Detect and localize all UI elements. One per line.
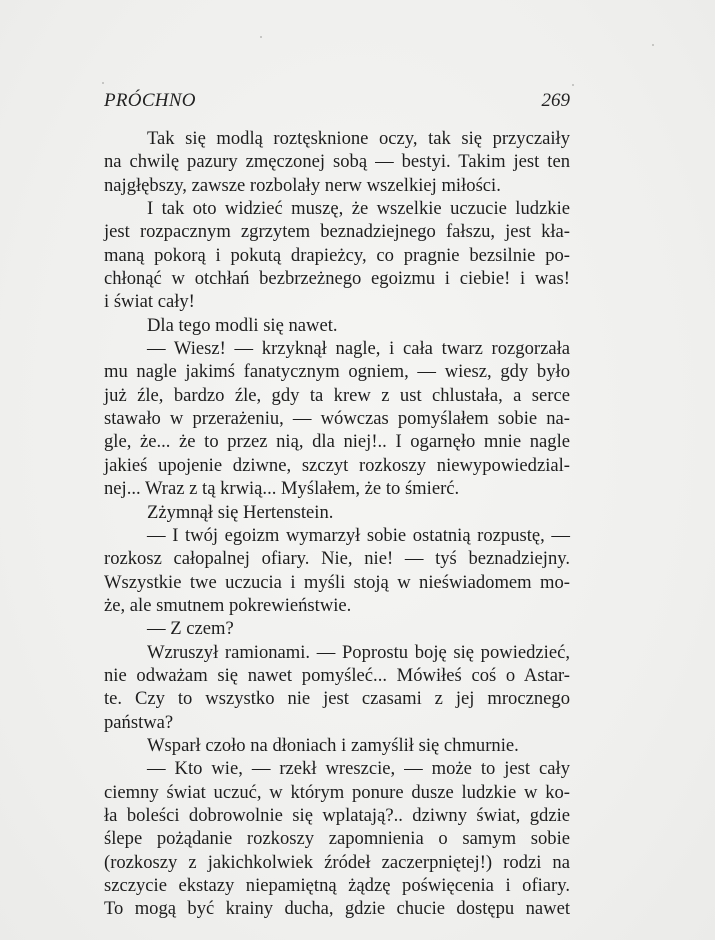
- paragraph-first-line: — I twój egoizm wymarzył sobie ostatnią rozpustę, —: [147, 524, 570, 546]
- text-line: maną pokorą i pokutą drapieżcy, co pragnie bezsilnie po-: [104, 244, 570, 266]
- text-line: gle, że... że to przez nią, dla niej!.. I ogarnęło mnie nagle: [104, 431, 570, 453]
- paper-speck: [102, 82, 104, 84]
- text-line: i świat cały!: [104, 291, 195, 313]
- text-line: mu nagle jakimś fanatycznym ogniem, — wiesz, gdy było: [104, 361, 570, 383]
- text-line: te. Czy to wszystko nie jest czasami z jej mrocznego: [104, 688, 570, 710]
- paragraph-first-line: — Wiesz! — krzyknął nagle, i cała twarz rozgorzała: [147, 338, 570, 360]
- text-line: stawało w przerażeniu, — wówczas pomyślałem sobie na-: [104, 408, 570, 430]
- paragraph-first-line: Zżymnął się Hertenstein.: [147, 501, 334, 523]
- text-line: nie odważam się nawet pomyśleć... Mówiłeś coś o Astar-: [104, 664, 570, 686]
- paragraph-first-line: — Kto wie, — rzekł wreszcie, — może to jest cały: [147, 758, 570, 780]
- text-line: Wszystkie twe uczucia i myśli stoją w nieświadomem mo-: [104, 571, 570, 593]
- text-line: ciemny świat uczuć, w którym ponure dusze ludzkie w ko-: [104, 781, 570, 803]
- paper-speck: [572, 84, 574, 86]
- text-line: To mogą być krainy ducha, gdzie chucie dostępu nawet: [104, 898, 570, 920]
- body-text: [104, 127, 570, 921]
- paragraph-first-line: Tak się modlą roztęsknione oczy, tak się przyczaiły: [147, 128, 570, 149]
- paragraph-first-line: — Z czem?: [147, 618, 234, 640]
- running-title: PRÓCHNO: [104, 90, 196, 111]
- text-line: chłonąć w otchłań bezbrzeżnego egoizmu i ciebie! i was!: [104, 268, 570, 290]
- text-line: najgłębszy, zawsze rozbolały nerw wszelkiej miłości.: [104, 174, 501, 196]
- text-line: szczycie ekstazy niepamiętną żądzę poświęcenia i ofiary.: [104, 875, 570, 896]
- text-line: państwa?: [104, 711, 174, 733]
- text-line: rozkosz całopalnej ofiary. Nie, nie! — tyś beznadziejny.: [104, 548, 570, 570]
- text-line: nej... Wraz z tą krwią... Myślałem, że to śmierć.: [104, 478, 460, 500]
- paper-speck: [652, 44, 654, 46]
- text-line: że, ale smutnem pokrewieństwie.: [104, 594, 352, 616]
- text-line: na chwilę pazury zmęczonej sobą — bestyi. Takim jest ten: [104, 151, 570, 173]
- paragraph-first-line: Dla tego modli się nawet.: [147, 314, 338, 336]
- paper-speck: [260, 36, 262, 38]
- paragraph-first-line: Wsparł czoło na dłoniach i zamyślił się chmurnie.: [147, 734, 519, 756]
- text-line: ła boleści dobrowolnie się wplatają?.. dziwny świat, gdzie: [104, 804, 570, 826]
- text-line: jakieś upojenie dziwne, szczyt rozkoszy niewypowiedzial-: [104, 454, 570, 476]
- paragraph-first-line: I tak oto widzieć muszę, że wszelkie uczucie ludzkie: [147, 198, 570, 220]
- paragraph-first-line: Wzruszył ramionami. — Poprostu boję się powiedzieć,: [147, 641, 570, 663]
- text-line: już źle, bardzo źle, gdy ta krew z ust chlustała, a serce: [104, 384, 570, 406]
- text-line: jest rozpacznym zgrzytem beznadziejnego fałszu, jest kła-: [104, 221, 570, 243]
- page-number: 269: [541, 90, 570, 111]
- text-line: ślepe pożądanie rozkoszy zapomnienia o samym sobie: [104, 828, 570, 850]
- text-line: (rozkoszy z jakichkolwiek źródeł zaczerpniętej!) rodzi na: [104, 851, 570, 873]
- running-head: [104, 90, 570, 116]
